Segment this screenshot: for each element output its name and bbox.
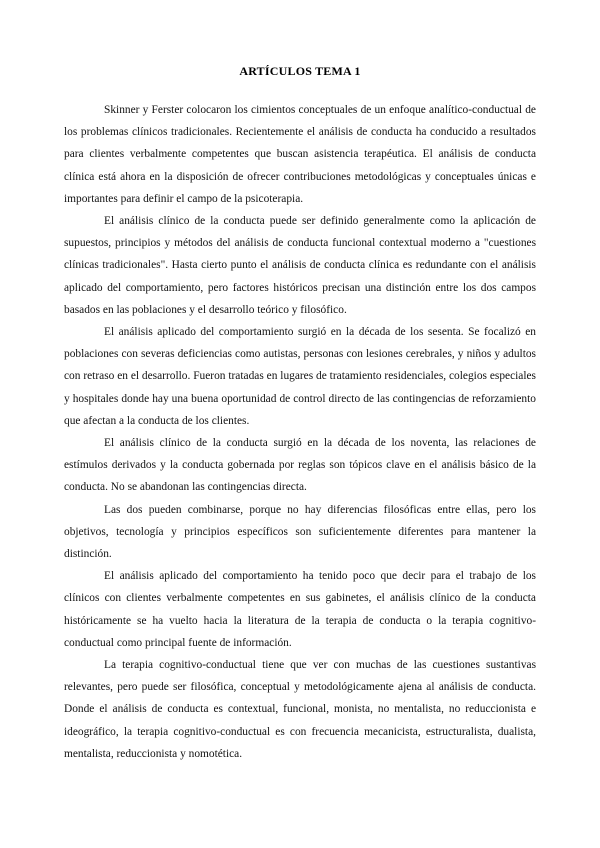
paragraph: Skinner y Ferster colocaron los cimientos conceptuales de un enfoque analítico-conductual de los problemas clínicos tradicionales. Recientemente el análisis de conducta ha conducido a resultados para clientes verbalmente competentes que buscan asistencia terapéutica. El análisis de conducta clínica está ahora en la disposición de ofrecer contribuciones metodológicas y conceptuales únicas e importantes para definir el campo de la psicoterapia. <box>64 104 536 205</box>
document-title: ARTÍCULOS TEMA 1 <box>239 64 361 78</box>
document-body <box>64 99 536 765</box>
paragraph: El análisis clínico de la conducta puede ser definido generalmente como la aplicación de supuestos, principios y métodos del análisis de conducta funcional contextual moderno a "cuestiones clínicas tradicionales". Hasta cierto punto el análisis de conducta clínica es redundante con el análisis aplicado del comportamiento, pero factores históricos precisan una distinción entre los dos campos basados en las poblaciones y el desarrollo teórico y filosófico. <box>64 215 536 316</box>
paragraph: El análisis aplicado del comportamiento ha tenido poco que decir para el trabajo de los clínicos con clientes verbalmente competentes en sus gabinetes, el análisis clínico de la conducta históricamente se ha vuelto hacia la literatura de la terapia de conducta o la terapia cognitivo-conductual como principal fuente de información. <box>64 570 536 649</box>
paragraph: Las dos pueden combinarse, porque no hay diferencias filosóficas entre ellas, pero los objetivos, tecnología y principios específicos son suficientemente diferentes para mantener la distinción. <box>64 503 536 561</box>
paragraph: El análisis clínico de la conducta surgió en la década de los noventa, las relaciones de estímulos derivados y la conducta gobernada por reglas son tópicos clave en el análisis básico de la conducta. No se abandonan las contingencias directa. <box>64 437 536 494</box>
paragraph: La terapia cognitivo-conductual tiene que ver con muchas de las cuestiones sustantivas relevantes, pero puede ser filosófica, conceptual y metodológicamente ajena al análisis de conducta. Donde el análisis de conducta es contextual, funcional, monista, no mentalista, no reduccionista e ideográfico, la terapia cognitivo-conductual es con frecuencia mecanicista, estructuralista, dualista, mentalista, reduccionista y nomotética. <box>64 659 536 760</box>
paragraph: El análisis aplicado del comportamiento surgió en la década de los sesenta. Se focalizó en poblaciones con severas deficiencias como autistas, personas con lesiones cerebrales, y niños y adultos con retraso en el desarrollo. Fueron tratadas en lugares de tratamiento residenciales, colegios especiales y hospitales donde hay una buena oportunidad de control directo de las contingencias de reforzamiento que afectan a la conducta de los clientes. <box>64 326 536 427</box>
